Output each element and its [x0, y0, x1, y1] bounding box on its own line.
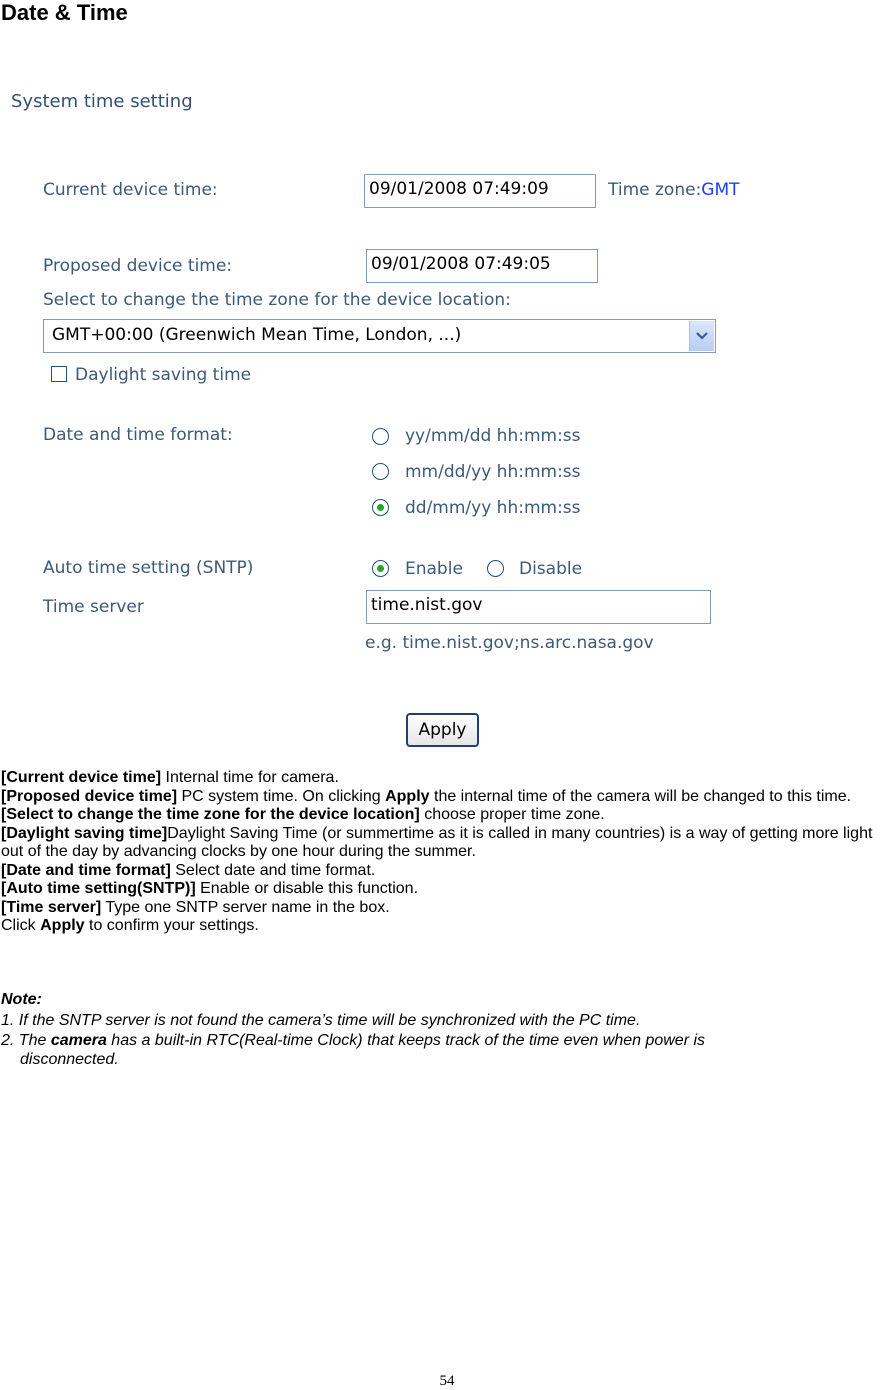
format-option-label: yy/mm/dd hh:mm:ss	[405, 426, 581, 446]
description-item: [Auto time setting(SNTP)] Enable or disable this function.	[1, 880, 419, 897]
description-item: [Date and time format] Select date and time format.	[1, 861, 376, 879]
current-time-field[interactable]: 09/01/2008 07:49:09	[364, 174, 596, 208]
time-server-label: Time server	[43, 597, 144, 617]
note-line-2-continued: disconnected.	[20, 1051, 119, 1068]
time-zone-select[interactable]	[43, 319, 716, 353]
time-zone-readout	[608, 180, 740, 200]
sntp-disable-label: Disable	[519, 559, 583, 579]
time-zone-select-value: GMT+00:00 (Greenwich Mean Time, London, ...)	[52, 325, 462, 345]
proposed-time-label: Proposed device time:	[43, 256, 233, 276]
sntp-label: Auto time setting (SNTP)	[43, 558, 254, 578]
daylight-saving-label: Daylight saving time	[75, 365, 252, 385]
note-title: Note:	[1, 991, 42, 1008]
description-item: [Daylight saving time]Daylight Saving Time (or summertime as it is called in many countries) is a way of getting more light out of the day by advancing clocks by one hour during the summer.	[1, 824, 873, 860]
format-option-label: dd/mm/yy hh:mm:ss	[405, 498, 581, 518]
note-line-1: 1. If the SNTP server is not found the camera’s time will be synchronized with the PC time.	[1, 1012, 641, 1029]
proposed-time-field[interactable]: 09/01/2008 07:49:05	[366, 249, 598, 283]
system-time-setting-screenshot	[0, 80, 894, 760]
note-line-2: 2. The camera has a built-in RTC(Real-time Clock) that keeps track of the time even when power is	[1, 1032, 706, 1049]
sntp-disable-radio[interactable]	[487, 560, 504, 577]
format-option-label: mm/dd/yy hh:mm:ss	[405, 462, 581, 482]
page-title: Date & Time	[1, 0, 128, 25]
page-number: 54	[439, 1373, 455, 1389]
time-server-input[interactable]: time.nist.gov	[366, 590, 711, 624]
sntp-enable-label: Enable	[405, 559, 463, 579]
time-zone-label: Time zone:	[608, 180, 702, 200]
current-time-label: Current device time:	[43, 180, 218, 200]
chevron-down-icon[interactable]	[689, 321, 714, 351]
description-item: [Proposed device time] PC system time. On clicking Apply the internal time of the camera will be changed to this time.	[1, 787, 852, 805]
description-item: [Time server] Type one SNTP server name in the box.	[1, 898, 390, 916]
click-apply-instruction: Click Apply to confirm your settings.	[1, 917, 259, 934]
apply-button[interactable]: Apply	[406, 713, 479, 747]
note-section	[1, 989, 894, 1069]
time-zone-value: GMT	[701, 180, 740, 200]
section-title: System time setting	[11, 91, 193, 112]
sntp-enable-radio[interactable]	[372, 560, 389, 577]
daylight-saving-checkbox[interactable]	[51, 366, 67, 382]
description-item: [Current device time] Internal time for camera.	[1, 769, 339, 786]
format-radio-yymmdd[interactable]	[372, 428, 389, 445]
description-list	[1, 769, 894, 936]
time-server-hint: e.g. time.nist.gov;ns.arc.nasa.gov	[365, 633, 654, 653]
format-radio-mmddyy[interactable]	[372, 463, 389, 480]
format-radio-ddmmyy[interactable]	[372, 499, 389, 516]
date-format-label: Date and time format:	[43, 425, 233, 445]
description-item: [Select to change the time zone for the device location] choose proper time zone.	[1, 806, 605, 823]
tz-select-label: Select to change the time zone for the device location:	[43, 290, 511, 310]
